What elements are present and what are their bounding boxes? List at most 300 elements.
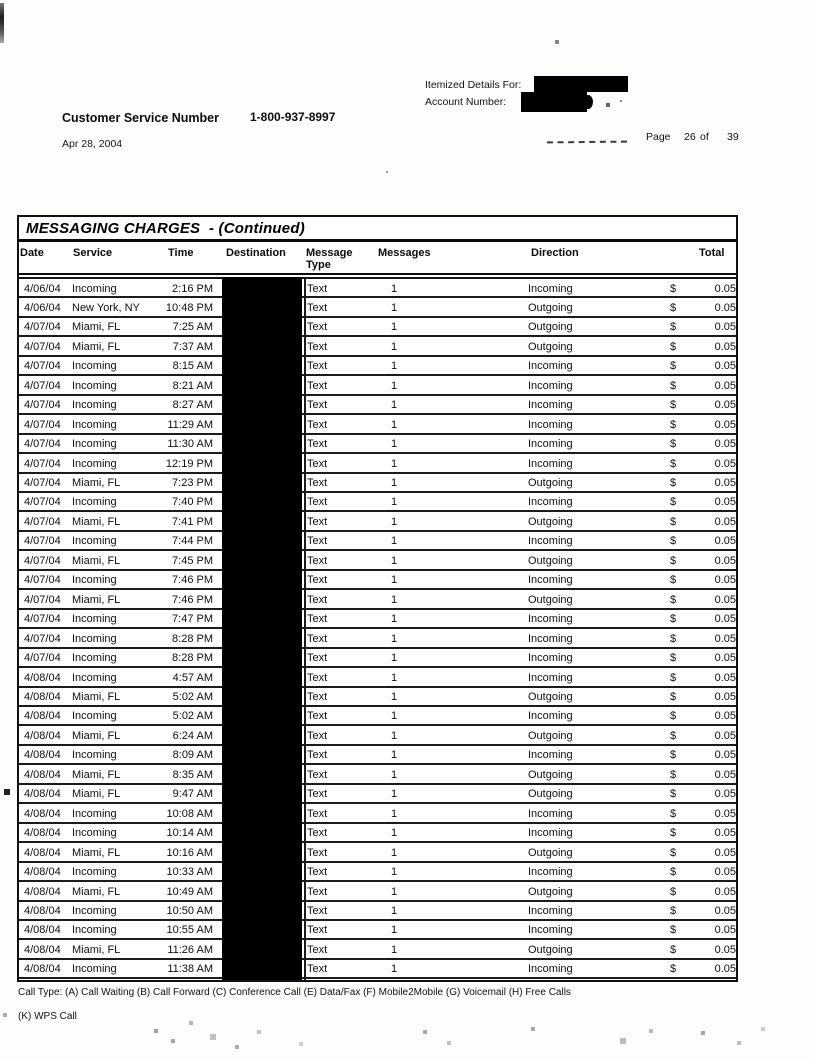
table-header-row <box>19 242 736 275</box>
cell-cur: $ <box>670 418 677 431</box>
cell-cur: $ <box>670 321 677 334</box>
cell-msgs: 1 <box>390 905 398 917</box>
table-row <box>19 318 736 337</box>
redaction-ink-tail <box>586 95 593 109</box>
cell-service: Incoming <box>72 379 117 392</box>
table-row <box>19 610 736 629</box>
cell-service: Incoming <box>72 924 117 937</box>
cell-mtype: Text <box>307 613 328 626</box>
cell-msgs: 1 <box>390 554 398 567</box>
column-header-service: Service <box>73 247 113 259</box>
cell-date: 4/08/04 <box>24 885 61 898</box>
table-row <box>19 493 736 512</box>
itemized-details-label: Itemized Details For: <box>425 79 522 91</box>
cell-dir: Outgoing <box>528 301 573 314</box>
cell-cur: $ <box>670 554 677 567</box>
cell-cur: $ <box>670 438 677 451</box>
cell-cur: $ <box>670 671 677 684</box>
cell-msgs: 1 <box>390 846 398 859</box>
cell-service: Miami, FL <box>72 554 121 567</box>
cell-dir: Outgoing <box>528 846 573 859</box>
cell-msgs: 1 <box>390 749 398 762</box>
cell-dir: Outgoing <box>528 691 573 704</box>
cell-cur: $ <box>670 905 677 917</box>
cell-service: Incoming <box>72 710 117 723</box>
cell-mtype: Text <box>307 593 328 606</box>
cell-date: 4/07/04 <box>24 379 61 392</box>
cell-service: Incoming <box>72 807 117 820</box>
cell-total: 0.05 <box>714 807 736 820</box>
column-header-destination: Destination <box>226 247 286 259</box>
cell-time: 10:33 AM <box>166 866 213 879</box>
cell-time: 8:35 AM <box>172 768 213 781</box>
redaction-account-number <box>521 92 587 112</box>
cell-total: 0.05 <box>714 496 736 509</box>
table-row <box>19 726 736 745</box>
page-label: Page <box>646 131 671 143</box>
cell-total: 0.05 <box>714 593 736 606</box>
cell-dir: Outgoing <box>528 593 573 606</box>
cell-mtype: Text <box>307 710 328 723</box>
cell-date: 4/08/04 <box>24 729 61 742</box>
cell-dir: Outgoing <box>528 340 573 353</box>
column-header-time: Time <box>168 247 194 259</box>
cell-date: 4/08/04 <box>24 710 61 723</box>
cell-date: 4/08/04 <box>24 846 61 859</box>
cell-dir: Incoming <box>528 574 573 587</box>
cell-mtype: Text <box>307 905 328 917</box>
table-row <box>19 902 736 921</box>
cell-date: 4/07/04 <box>24 418 61 431</box>
table-row <box>19 551 736 570</box>
cell-date: 4/08/04 <box>24 691 61 704</box>
cell-mtype: Text <box>307 885 328 898</box>
cell-service: Miami, FL <box>72 788 121 801</box>
cell-time: 9:47 AM <box>172 788 213 801</box>
cell-cur: $ <box>670 399 677 412</box>
cell-dir: Incoming <box>528 963 573 976</box>
cell-time: 4:57 AM <box>172 671 213 684</box>
cell-mtype: Text <box>307 340 328 353</box>
cell-cur: $ <box>670 593 677 606</box>
cell-service: Incoming <box>72 613 117 626</box>
cell-msgs: 1 <box>390 827 398 840</box>
cell-time: 10:14 AM <box>166 827 213 840</box>
cell-dir: Outgoing <box>528 477 573 490</box>
cell-mtype: Text <box>307 438 328 451</box>
cell-service: Incoming <box>72 399 117 412</box>
cell-msgs: 1 <box>390 574 398 587</box>
pen-squiggle-mark <box>547 141 627 144</box>
cell-service: Miami, FL <box>72 691 121 704</box>
cell-cur: $ <box>670 457 677 470</box>
cell-date: 4/07/04 <box>24 477 61 490</box>
cell-msgs: 1 <box>390 963 398 976</box>
cell-service: Incoming <box>72 963 117 976</box>
cell-dir: Incoming <box>528 496 573 509</box>
cell-total: 0.05 <box>714 943 736 956</box>
cell-msgs: 1 <box>390 379 398 392</box>
cell-msgs: 1 <box>390 652 398 665</box>
cell-cur: $ <box>670 749 677 762</box>
cell-total: 0.05 <box>714 905 736 917</box>
cell-date: 4/06/04 <box>24 301 61 314</box>
column-header-message-type: Message Type <box>306 247 353 271</box>
table-row <box>19 960 736 979</box>
cell-time: 7:45 PM <box>172 554 213 567</box>
table-row <box>19 474 736 493</box>
cell-total: 0.05 <box>714 301 736 314</box>
cell-msgs: 1 <box>390 943 398 956</box>
table-title-row <box>19 217 736 242</box>
cell-msgs: 1 <box>390 399 398 412</box>
table-row <box>19 863 736 882</box>
cell-time: 5:02 AM <box>172 691 213 704</box>
cell-cur: $ <box>670 340 677 353</box>
cell-cur: $ <box>670 924 677 937</box>
cell-mtype: Text <box>307 807 328 820</box>
call-type-legend: Call Type: (A) Call Waiting (B) Call Forward (C) Conference Call (E) Data/Fax (F) Mobile2Mobile (G) Voicemail (H) Free Calls <box>18 987 571 998</box>
cell-total: 0.05 <box>714 749 736 762</box>
table-row <box>19 921 736 940</box>
cell-service: Incoming <box>72 632 117 645</box>
cell-cur: $ <box>670 379 677 392</box>
cell-dir: Outgoing <box>528 768 573 781</box>
cell-time: 2:16 PM <box>172 282 213 295</box>
cell-total: 0.05 <box>714 963 736 976</box>
cell-time: 11:29 AM <box>167 418 213 431</box>
cell-mtype: Text <box>307 554 328 567</box>
table-row <box>19 746 736 765</box>
cell-total: 0.05 <box>714 438 736 451</box>
cell-service: Miami, FL <box>72 885 121 898</box>
cell-mtype: Text <box>307 496 328 509</box>
cell-msgs: 1 <box>390 301 398 314</box>
table-row <box>19 415 736 434</box>
cell-dir: Incoming <box>528 399 573 412</box>
cell-time: 7:23 PM <box>172 477 213 490</box>
column-header-direction: Direction <box>531 247 579 259</box>
cell-mtype: Text <box>307 768 328 781</box>
table-row <box>19 668 736 687</box>
cell-date: 4/07/04 <box>24 535 61 548</box>
table-row <box>19 707 736 726</box>
cell-time: 7:46 PM <box>172 574 213 587</box>
cell-msgs: 1 <box>390 710 398 723</box>
cell-date: 4/07/04 <box>24 515 61 528</box>
cell-time: 7:41 PM <box>172 515 213 528</box>
cell-service: Incoming <box>72 905 117 917</box>
cell-time: 12:19 PM <box>165 457 213 470</box>
cell-mtype: Text <box>307 418 328 431</box>
cell-date: 4/07/04 <box>24 613 61 626</box>
cell-date: 4/08/04 <box>24 671 61 684</box>
account-number-label: Account Number: <box>425 96 507 108</box>
cell-cur: $ <box>670 885 677 898</box>
cell-date: 4/07/04 <box>24 399 61 412</box>
cell-time: 10:55 AM <box>166 924 213 937</box>
cell-mtype: Text <box>307 535 328 548</box>
cell-time: 7:46 PM <box>172 593 213 606</box>
cell-mtype: Text <box>307 827 328 840</box>
cell-mtype: Text <box>307 866 328 879</box>
cell-cur: $ <box>670 282 677 295</box>
cell-total: 0.05 <box>714 574 736 587</box>
cell-msgs: 1 <box>390 671 398 684</box>
table-row <box>19 279 736 298</box>
table-row <box>19 571 736 590</box>
cell-dir: Outgoing <box>528 515 573 528</box>
cell-date: 4/07/04 <box>24 360 61 373</box>
cell-date: 4/08/04 <box>24 866 61 879</box>
cell-mtype: Text <box>307 301 328 314</box>
cell-time: 10:16 AM <box>166 846 213 859</box>
cell-date: 4/08/04 <box>24 924 61 937</box>
cell-time: 11:30 AM <box>167 438 213 451</box>
cell-dir: Outgoing <box>528 321 573 334</box>
cell-msgs: 1 <box>390 282 398 295</box>
cell-dir: Outgoing <box>528 885 573 898</box>
cell-mtype: Text <box>307 574 328 587</box>
cell-service: Incoming <box>72 438 117 451</box>
cell-total: 0.05 <box>714 671 736 684</box>
cell-service: Miami, FL <box>72 477 121 490</box>
table-row <box>19 435 736 454</box>
cell-cur: $ <box>670 807 677 820</box>
cell-service: Miami, FL <box>72 593 121 606</box>
cell-mtype: Text <box>307 963 328 976</box>
cell-mtype: Text <box>307 749 328 762</box>
table-row <box>19 824 736 843</box>
cell-mtype: Text <box>307 671 328 684</box>
table-row <box>19 649 736 668</box>
cell-total: 0.05 <box>714 846 736 859</box>
cell-msgs: 1 <box>390 535 398 548</box>
wps-call-legend: (K) WPS Call <box>18 1011 77 1022</box>
cell-msgs: 1 <box>390 321 398 334</box>
cell-msgs: 1 <box>390 866 398 879</box>
cell-mtype: Text <box>307 477 328 490</box>
cell-msgs: 1 <box>390 768 398 781</box>
cell-dir: Incoming <box>528 866 573 879</box>
cell-service: Miami, FL <box>72 768 121 781</box>
cell-dir: Incoming <box>528 710 573 723</box>
column-header-total: Total <box>699 247 725 259</box>
table-row <box>19 785 736 804</box>
cell-dir: Incoming <box>528 613 573 626</box>
cell-total: 0.05 <box>714 360 736 373</box>
cell-mtype: Text <box>307 691 328 704</box>
cell-dir: Outgoing <box>528 729 573 742</box>
cell-dir: Outgoing <box>528 554 573 567</box>
cell-time: 10:08 AM <box>166 807 213 820</box>
cell-cur: $ <box>670 866 677 879</box>
cell-date: 4/06/04 <box>24 282 61 295</box>
cell-service: Miami, FL <box>72 515 121 528</box>
table-row <box>19 688 736 707</box>
cell-dir: Incoming <box>528 924 573 937</box>
cell-mtype: Text <box>307 729 328 742</box>
cell-service: Incoming <box>72 866 117 879</box>
redaction-customer-name <box>534 76 628 92</box>
cell-service: Incoming <box>72 418 117 431</box>
cell-dir: Incoming <box>528 827 573 840</box>
cell-total: 0.05 <box>714 885 736 898</box>
cell-total: 0.05 <box>714 321 736 334</box>
cell-service: Miami, FL <box>72 943 121 956</box>
cell-dir: Incoming <box>528 282 573 295</box>
cell-time: 10:49 AM <box>166 885 213 898</box>
cell-cur: $ <box>670 691 677 704</box>
cell-msgs: 1 <box>390 496 398 509</box>
cell-date: 4/07/04 <box>24 652 61 665</box>
cell-msgs: 1 <box>390 438 398 451</box>
cell-time: 8:09 AM <box>172 749 213 762</box>
cell-time: 10:50 AM <box>166 905 213 917</box>
cell-date: 4/07/04 <box>24 574 61 587</box>
cell-total: 0.05 <box>714 768 736 781</box>
cell-msgs: 1 <box>390 924 398 937</box>
cell-cur: $ <box>670 943 677 956</box>
cell-mtype: Text <box>307 632 328 645</box>
redaction-destination-column <box>222 277 302 980</box>
page-number-total: 39 <box>727 131 739 143</box>
cell-total: 0.05 <box>714 477 736 490</box>
cell-total: 0.05 <box>714 632 736 645</box>
cell-cur: $ <box>670 496 677 509</box>
table-row <box>19 512 736 531</box>
cell-service: Incoming <box>72 282 117 295</box>
cell-mtype: Text <box>307 321 328 334</box>
table-row <box>19 454 736 473</box>
cell-service: Miami, FL <box>72 846 121 859</box>
cell-msgs: 1 <box>390 613 398 626</box>
table-row <box>19 357 736 376</box>
cell-date: 4/07/04 <box>24 340 61 353</box>
cell-total: 0.05 <box>714 340 736 353</box>
cell-total: 0.05 <box>714 710 736 723</box>
cell-service: Incoming <box>72 496 117 509</box>
cell-date: 4/07/04 <box>24 593 61 606</box>
cell-mtype: Text <box>307 360 328 373</box>
cell-time: 7:47 PM <box>172 613 213 626</box>
cell-service: Miami, FL <box>72 321 121 334</box>
cell-date: 4/08/04 <box>24 963 61 976</box>
table-row <box>19 940 736 959</box>
cell-msgs: 1 <box>390 691 398 704</box>
cell-cur: $ <box>670 301 677 314</box>
cell-time: 7:40 PM <box>172 496 213 509</box>
cell-mtype: Text <box>307 943 328 956</box>
table-row <box>19 532 736 551</box>
scan-edge-artifact <box>0 3 4 43</box>
cell-cur: $ <box>670 477 677 490</box>
cell-dir: Incoming <box>528 807 573 820</box>
cell-date: 4/07/04 <box>24 457 61 470</box>
table-body <box>19 279 736 980</box>
cell-msgs: 1 <box>390 729 398 742</box>
cell-msgs: 1 <box>390 632 398 645</box>
cell-mtype: Text <box>307 652 328 665</box>
table-row <box>19 804 736 823</box>
cell-mtype: Text <box>307 515 328 528</box>
cell-service: Miami, FL <box>72 340 121 353</box>
table-row <box>19 843 736 862</box>
cell-total: 0.05 <box>714 535 736 548</box>
cell-msgs: 1 <box>390 457 398 470</box>
cell-msgs: 1 <box>390 515 398 528</box>
cell-dir: Incoming <box>528 457 573 470</box>
cell-service: Incoming <box>72 749 117 762</box>
cell-date: 4/08/04 <box>24 943 61 956</box>
column-header-date: Date <box>20 247 44 259</box>
cell-dir: Incoming <box>528 535 573 548</box>
cell-total: 0.05 <box>714 729 736 742</box>
cell-dir: Incoming <box>528 671 573 684</box>
cell-service: Miami, FL <box>72 729 121 742</box>
cell-cur: $ <box>670 846 677 859</box>
cell-cur: $ <box>670 360 677 373</box>
cell-dir: Incoming <box>528 632 573 645</box>
cell-total: 0.05 <box>714 554 736 567</box>
cell-mtype: Text <box>307 379 328 392</box>
cell-time: 6:24 AM <box>172 729 213 742</box>
table-row <box>19 765 736 784</box>
cell-time: 10:48 PM <box>165 301 213 314</box>
scan-noise-speckles <box>0 0 2 2</box>
cell-service: Incoming <box>72 360 117 373</box>
customer-service-label: Customer Service Number <box>62 111 220 125</box>
cell-msgs: 1 <box>390 885 398 898</box>
cell-dir: Incoming <box>528 360 573 373</box>
cell-msgs: 1 <box>390 477 398 490</box>
cell-time: 8:27 AM <box>172 399 213 412</box>
cell-dir: Incoming <box>528 438 573 451</box>
cell-dir: Incoming <box>528 749 573 762</box>
cell-mtype: Text <box>307 457 328 470</box>
cell-mtype: Text <box>307 924 328 937</box>
cell-total: 0.05 <box>714 827 736 840</box>
cell-dir: Incoming <box>528 905 573 917</box>
cell-time: 7:25 AM <box>172 321 213 334</box>
cell-cur: $ <box>670 768 677 781</box>
cell-time: 8:21 AM <box>172 379 213 392</box>
table-row <box>19 882 736 901</box>
cell-dir: Incoming <box>528 379 573 392</box>
cell-cur: $ <box>670 613 677 626</box>
cell-time: 7:37 AM <box>172 340 213 353</box>
table-row <box>19 298 736 317</box>
cell-cur: $ <box>670 574 677 587</box>
cell-total: 0.05 <box>714 457 736 470</box>
cell-total: 0.05 <box>714 652 736 665</box>
cell-cur: $ <box>670 827 677 840</box>
table-title: MESSAGING CHARGES - (Continued) <box>26 220 305 237</box>
cell-msgs: 1 <box>390 360 398 373</box>
messaging-charges-table <box>17 215 738 982</box>
cell-total: 0.05 <box>714 515 736 528</box>
cell-msgs: 1 <box>390 593 398 606</box>
cell-msgs: 1 <box>390 788 398 801</box>
cell-cur: $ <box>670 788 677 801</box>
cell-mtype: Text <box>307 846 328 859</box>
table-row <box>19 376 736 395</box>
cell-total: 0.05 <box>714 613 736 626</box>
table-row <box>19 629 736 648</box>
cell-date: 4/07/04 <box>24 496 61 509</box>
cell-total: 0.05 <box>714 418 736 431</box>
cell-time: 8:15 AM <box>172 360 213 373</box>
